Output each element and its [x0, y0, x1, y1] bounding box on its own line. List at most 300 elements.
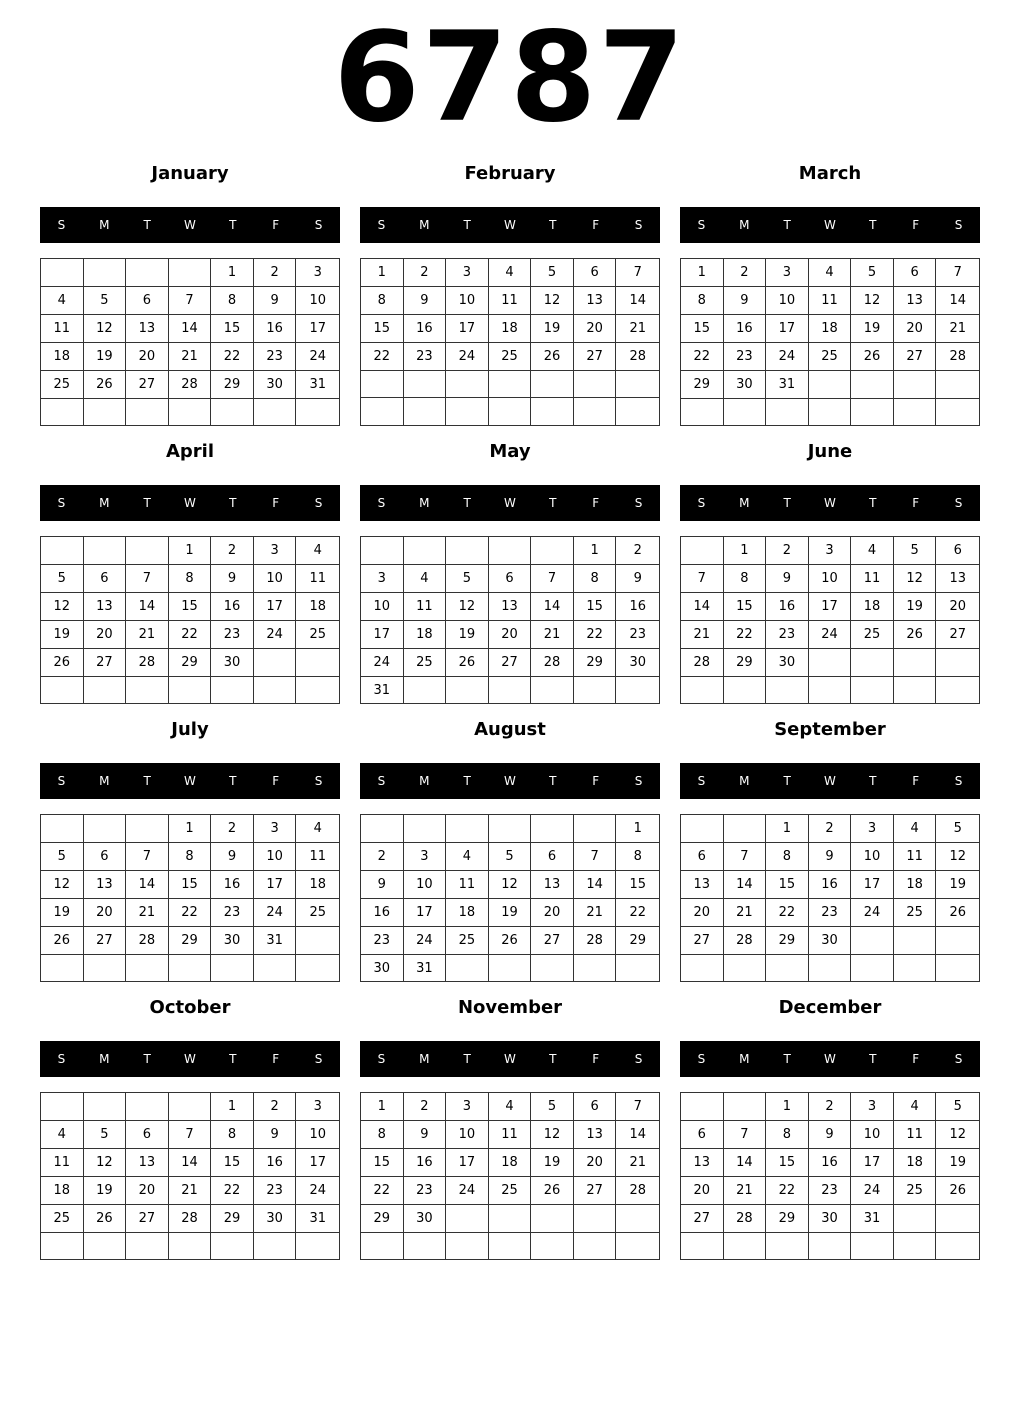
month-name: May [489, 441, 531, 462]
day-cell: 8 [211, 1121, 254, 1149]
day-cell: 21 [126, 899, 169, 927]
day-cell: 28 [169, 371, 212, 399]
day-cell: 19 [531, 315, 574, 343]
day-cell: 29 [361, 1205, 404, 1233]
day-cell: 13 [574, 1121, 617, 1149]
weekday-label: W [184, 1052, 196, 1066]
day-cell: 23 [211, 621, 254, 649]
month-july [40, 712, 340, 982]
day-cell: 28 [616, 1177, 659, 1205]
empty-cell [296, 649, 339, 677]
weekday-label: W [824, 218, 836, 232]
day-cell: 26 [851, 343, 894, 371]
day-cell: 15 [574, 593, 617, 621]
day-cell: 23 [809, 1177, 852, 1205]
empty-cell [489, 955, 532, 982]
day-cell: 7 [574, 843, 617, 871]
day-cell: 10 [446, 1121, 489, 1149]
weekday-label: W [184, 496, 196, 510]
day-cell: 9 [766, 565, 809, 593]
day-cell: 5 [531, 1093, 574, 1121]
empty-cell [681, 815, 724, 843]
day-cell: 2 [361, 843, 404, 871]
empty-cell [169, 399, 212, 425]
empty-cell [211, 1233, 254, 1259]
day-cell: 19 [894, 593, 937, 621]
day-cell: 17 [766, 315, 809, 343]
weekday-label: S [954, 774, 963, 788]
day-cell: 17 [296, 1149, 339, 1177]
weekday-label: F [272, 774, 280, 788]
day-cell: 1 [211, 259, 254, 287]
day-cell: 30 [724, 371, 767, 399]
weekday-header [360, 763, 660, 799]
day-cell: 24 [296, 343, 339, 371]
day-cell: 16 [404, 1149, 447, 1177]
day-cell: 1 [616, 815, 659, 843]
empty-cell [936, 677, 979, 703]
day-cell: 25 [809, 343, 852, 371]
day-cell: 26 [84, 371, 127, 399]
weekday-label: T [229, 774, 237, 788]
empty-cell [724, 399, 767, 425]
day-cell: 6 [681, 843, 724, 871]
empty-cell [404, 1233, 447, 1259]
day-cell: 6 [531, 843, 574, 871]
day-cell: 16 [809, 871, 852, 899]
weekday-label: M [99, 774, 110, 788]
day-cell: 19 [531, 1149, 574, 1177]
day-cell: 25 [851, 621, 894, 649]
weekday-label: M [739, 218, 750, 232]
day-cell: 7 [126, 843, 169, 871]
month-september [680, 712, 980, 982]
day-cell: 16 [211, 871, 254, 899]
day-cell: 17 [851, 871, 894, 899]
weekday-label: F [592, 1052, 600, 1066]
empty-cell [84, 259, 127, 287]
empty-cell [446, 955, 489, 982]
day-cell: 15 [766, 871, 809, 899]
day-cell: 25 [489, 343, 532, 371]
empty-cell [489, 537, 532, 565]
day-cell: 2 [809, 815, 852, 843]
day-cell: 16 [809, 1149, 852, 1177]
day-cell: 30 [211, 649, 254, 677]
day-cell: 24 [851, 1177, 894, 1205]
day-cell: 3 [404, 843, 447, 871]
day-grid [40, 814, 340, 982]
month-january [40, 156, 340, 426]
day-cell: 2 [254, 1093, 297, 1121]
day-cell: 28 [616, 343, 659, 371]
day-cell: 27 [84, 927, 127, 955]
day-cell: 28 [574, 927, 617, 955]
day-cell: 31 [404, 955, 447, 982]
empty-cell [936, 371, 979, 399]
empty-cell [681, 399, 724, 425]
month-name: August [474, 719, 546, 740]
empty-cell [169, 259, 212, 287]
weekday-label: W [504, 496, 516, 510]
empty-cell [894, 955, 937, 981]
day-cell: 9 [724, 287, 767, 315]
day-cell: 5 [936, 1093, 979, 1121]
empty-cell [851, 1233, 894, 1259]
day-cell: 10 [809, 565, 852, 593]
day-cell: 24 [851, 899, 894, 927]
weekday-label: W [824, 774, 836, 788]
empty-cell [936, 927, 979, 955]
day-cell: 14 [616, 1121, 659, 1149]
day-cell: 13 [574, 287, 617, 315]
day-cell: 7 [936, 259, 979, 287]
weekday-label: S [314, 1052, 323, 1066]
empty-cell [531, 1205, 574, 1233]
day-cell: 8 [681, 287, 724, 315]
empty-cell [446, 537, 489, 565]
day-cell: 26 [84, 1205, 127, 1233]
day-cell: 10 [404, 871, 447, 899]
empty-cell [254, 649, 297, 677]
day-cell: 1 [361, 1093, 404, 1121]
weekday-label: S [377, 218, 386, 232]
day-cell: 8 [766, 843, 809, 871]
day-cell: 19 [41, 621, 84, 649]
day-cell: 12 [84, 1149, 127, 1177]
weekday-label: F [272, 218, 280, 232]
weekday-label: S [57, 218, 66, 232]
day-cell: 22 [211, 1177, 254, 1205]
day-cell: 8 [211, 287, 254, 315]
day-cell: 9 [809, 1121, 852, 1149]
day-cell: 1 [361, 259, 404, 287]
weekday-label: T [229, 218, 237, 232]
day-cell: 24 [446, 1177, 489, 1205]
empty-cell [169, 955, 212, 981]
day-cell: 13 [84, 871, 127, 899]
day-cell: 12 [531, 287, 574, 315]
day-cell: 14 [936, 287, 979, 315]
empty-cell [936, 1205, 979, 1233]
weekday-label: S [697, 1052, 706, 1066]
day-cell: 26 [936, 1177, 979, 1205]
day-cell: 11 [296, 843, 339, 871]
day-cell: 22 [361, 343, 404, 371]
weekday-label: F [592, 774, 600, 788]
empty-cell [41, 259, 84, 287]
weekday-label: M [739, 496, 750, 510]
day-cell: 20 [681, 899, 724, 927]
day-cell: 16 [724, 315, 767, 343]
day-grid [40, 1092, 340, 1260]
empty-cell [851, 399, 894, 425]
day-cell: 4 [851, 537, 894, 565]
weekday-label: S [377, 1052, 386, 1066]
weekday-label: T [143, 218, 151, 232]
day-cell: 26 [936, 899, 979, 927]
weekday-label: M [99, 496, 110, 510]
weekday-header [40, 763, 340, 799]
empty-cell [616, 1233, 659, 1259]
day-cell: 19 [851, 315, 894, 343]
day-cell: 4 [489, 1093, 532, 1121]
day-cell: 7 [169, 287, 212, 315]
day-cell: 7 [531, 565, 574, 593]
day-cell: 14 [126, 593, 169, 621]
day-cell: 8 [766, 1121, 809, 1149]
empty-cell [41, 1093, 84, 1121]
weekday-label: F [272, 496, 280, 510]
day-cell: 27 [574, 1177, 617, 1205]
day-cell: 10 [446, 287, 489, 315]
day-cell: 28 [531, 649, 574, 677]
empty-cell [296, 399, 339, 425]
day-cell: 14 [169, 1149, 212, 1177]
day-cell: 28 [126, 927, 169, 955]
day-cell: 24 [404, 927, 447, 955]
day-cell: 18 [894, 871, 937, 899]
empty-cell [894, 1205, 937, 1233]
weekday-label: S [377, 496, 386, 510]
empty-cell [169, 677, 212, 703]
day-cell: 30 [766, 649, 809, 677]
day-cell: 6 [894, 259, 937, 287]
day-grid [40, 258, 340, 426]
weekday-label: F [912, 496, 920, 510]
empty-cell [211, 677, 254, 703]
day-cell: 22 [169, 899, 212, 927]
day-cell: 12 [84, 315, 127, 343]
day-cell: 15 [766, 1149, 809, 1177]
day-cell: 24 [254, 621, 297, 649]
day-cell: 30 [211, 927, 254, 955]
day-cell: 11 [41, 1149, 84, 1177]
day-cell: 18 [489, 1149, 532, 1177]
empty-cell [574, 677, 617, 704]
day-cell: 24 [296, 1177, 339, 1205]
day-cell: 9 [211, 565, 254, 593]
day-cell: 3 [446, 259, 489, 287]
weekday-label: T [783, 774, 791, 788]
empty-cell [489, 677, 532, 704]
empty-cell [254, 955, 297, 981]
empty-cell [851, 927, 894, 955]
empty-cell [489, 1205, 532, 1233]
day-cell: 5 [851, 259, 894, 287]
empty-cell [489, 371, 532, 398]
month-name: June [807, 441, 853, 462]
day-grid [360, 814, 660, 982]
day-cell: 30 [809, 927, 852, 955]
day-cell: 30 [254, 371, 297, 399]
day-cell: 31 [851, 1205, 894, 1233]
day-cell: 11 [809, 287, 852, 315]
day-cell: 21 [574, 899, 617, 927]
day-cell: 16 [404, 315, 447, 343]
day-cell: 19 [446, 621, 489, 649]
day-cell: 30 [361, 955, 404, 982]
weekday-label: S [697, 496, 706, 510]
weekday-label: S [634, 1052, 643, 1066]
day-cell: 16 [211, 593, 254, 621]
day-cell: 16 [254, 1149, 297, 1177]
month-december [680, 990, 980, 1260]
empty-cell [211, 399, 254, 425]
day-cell: 17 [446, 1149, 489, 1177]
empty-cell [724, 1093, 767, 1121]
day-cell: 19 [84, 343, 127, 371]
day-cell: 28 [936, 343, 979, 371]
day-cell: 12 [851, 287, 894, 315]
day-cell: 26 [894, 621, 937, 649]
empty-cell [851, 955, 894, 981]
weekday-label: W [504, 1052, 516, 1066]
day-cell: 29 [681, 371, 724, 399]
day-cell: 2 [404, 1093, 447, 1121]
day-cell: 14 [169, 315, 212, 343]
month-name: December [778, 997, 882, 1018]
day-cell: 29 [766, 927, 809, 955]
empty-cell [936, 399, 979, 425]
day-cell: 30 [616, 649, 659, 677]
day-grid [680, 1092, 980, 1260]
day-cell: 3 [254, 815, 297, 843]
day-cell: 23 [766, 621, 809, 649]
day-cell: 20 [681, 1177, 724, 1205]
day-cell: 14 [724, 871, 767, 899]
month-name: January [151, 163, 229, 184]
day-cell: 1 [724, 537, 767, 565]
day-cell: 9 [616, 565, 659, 593]
day-cell: 19 [936, 871, 979, 899]
day-cell: 23 [616, 621, 659, 649]
day-cell: 5 [894, 537, 937, 565]
day-grid [360, 1092, 660, 1260]
weekday-label: M [739, 774, 750, 788]
empty-cell [574, 1233, 617, 1259]
weekday-label: T [463, 1052, 471, 1066]
day-cell: 25 [41, 371, 84, 399]
weekday-label: M [419, 218, 430, 232]
day-cell: 2 [404, 259, 447, 287]
day-cell: 26 [446, 649, 489, 677]
empty-cell [936, 1233, 979, 1259]
empty-cell [296, 677, 339, 703]
day-cell: 1 [211, 1093, 254, 1121]
day-cell: 5 [84, 287, 127, 315]
empty-cell [724, 1233, 767, 1259]
empty-cell [41, 815, 84, 843]
empty-cell [126, 677, 169, 703]
day-cell: 21 [126, 621, 169, 649]
empty-cell [361, 1233, 404, 1259]
day-cell: 20 [84, 621, 127, 649]
day-cell: 29 [169, 649, 212, 677]
day-cell: 22 [169, 621, 212, 649]
day-cell: 6 [936, 537, 979, 565]
day-cell: 18 [894, 1149, 937, 1177]
empty-cell [489, 398, 532, 425]
day-cell: 11 [489, 287, 532, 315]
empty-cell [616, 1205, 659, 1233]
weekday-label: S [57, 496, 66, 510]
empty-cell [894, 1233, 937, 1259]
day-cell: 29 [616, 927, 659, 955]
weekday-label: S [634, 774, 643, 788]
day-cell: 9 [809, 843, 852, 871]
day-cell: 15 [211, 1149, 254, 1177]
empty-cell [531, 537, 574, 565]
empty-cell [809, 1233, 852, 1259]
day-cell: 25 [489, 1177, 532, 1205]
day-cell: 13 [126, 1149, 169, 1177]
day-cell: 10 [296, 287, 339, 315]
day-cell: 19 [489, 899, 532, 927]
day-cell: 4 [296, 815, 339, 843]
day-cell: 11 [41, 315, 84, 343]
day-cell: 1 [169, 537, 212, 565]
day-cell: 6 [84, 565, 127, 593]
empty-cell [404, 398, 447, 425]
day-cell: 18 [404, 621, 447, 649]
weekday-label: F [912, 218, 920, 232]
month-name: November [457, 997, 563, 1018]
empty-cell [296, 927, 339, 955]
day-cell: 13 [681, 871, 724, 899]
day-cell: 13 [936, 565, 979, 593]
day-cell: 5 [489, 843, 532, 871]
empty-cell [894, 927, 937, 955]
day-cell: 15 [169, 593, 212, 621]
day-cell: 31 [766, 371, 809, 399]
empty-cell [254, 1233, 297, 1259]
day-cell: 12 [446, 593, 489, 621]
day-cell: 14 [616, 287, 659, 315]
day-cell: 29 [211, 1205, 254, 1233]
day-cell: 14 [126, 871, 169, 899]
day-cell: 4 [404, 565, 447, 593]
day-cell: 27 [936, 621, 979, 649]
day-cell: 22 [681, 343, 724, 371]
day-cell: 20 [126, 1177, 169, 1205]
weekday-label: M [739, 1052, 750, 1066]
day-cell: 10 [254, 565, 297, 593]
weekday-label: W [504, 218, 516, 232]
empty-cell [531, 677, 574, 704]
month-name: March [798, 163, 862, 184]
day-cell: 23 [724, 343, 767, 371]
empty-cell [169, 1233, 212, 1259]
day-cell: 23 [809, 899, 852, 927]
day-cell: 6 [681, 1121, 724, 1149]
day-cell: 31 [296, 371, 339, 399]
day-cell: 2 [254, 259, 297, 287]
day-cell: 8 [169, 843, 212, 871]
day-cell: 14 [681, 593, 724, 621]
weekday-label: F [592, 218, 600, 232]
weekday-label: T [229, 1052, 237, 1066]
empty-cell [531, 398, 574, 425]
empty-cell [894, 371, 937, 399]
day-cell: 13 [681, 1149, 724, 1177]
day-cell: 27 [126, 371, 169, 399]
weekday-label: W [184, 218, 196, 232]
month-name: February [464, 163, 556, 184]
day-cell: 7 [169, 1121, 212, 1149]
day-cell: 11 [894, 1121, 937, 1149]
day-cell: 2 [809, 1093, 852, 1121]
